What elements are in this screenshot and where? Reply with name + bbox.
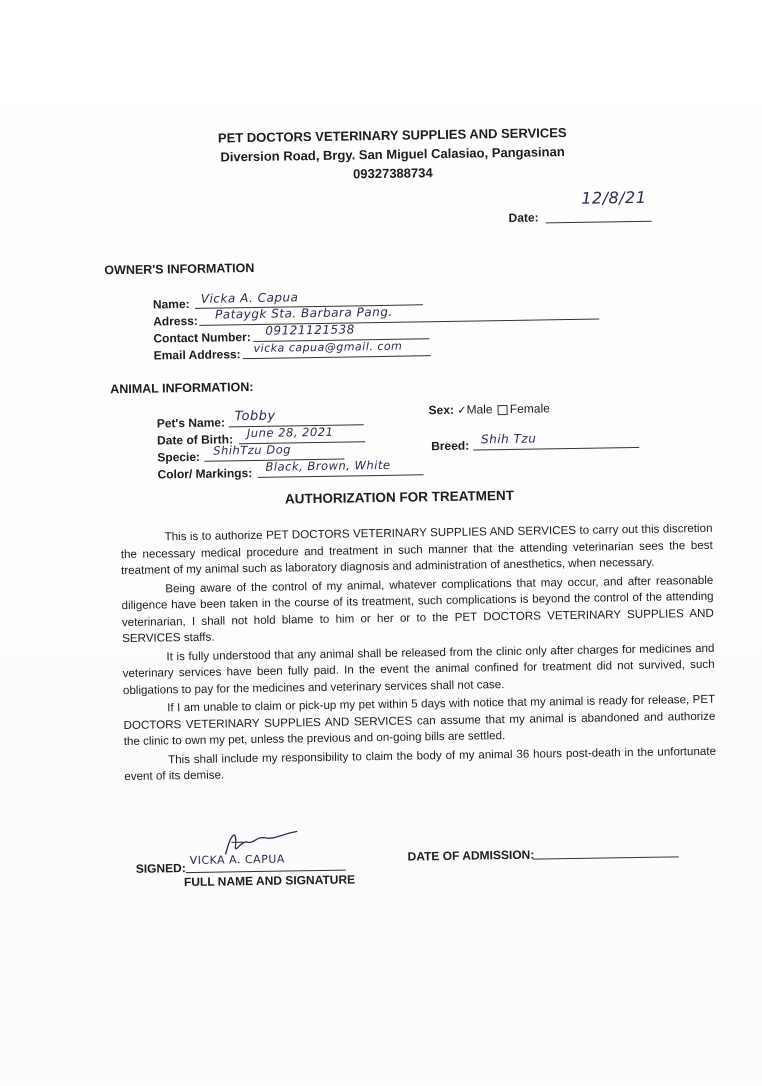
authorization-paragraph: This is to authorize PET DOCTORS VETERINARY SUPPLIES AND SERVICES to carry out this discretion the necessary medical procedure and treatment in such manner that the attending veterinarian sees the best treatment of my animal such as laboratory diagnosis and administration of anesthetics, when necessary.: [120, 521, 713, 578]
male-checkbox[interactable]: ✓: [457, 404, 467, 417]
date-label: Date:: [508, 210, 539, 225]
color-label: Color/ Markings:: [157, 466, 253, 482]
female-checkbox[interactable]: [498, 405, 508, 415]
female-option-label: Female: [509, 401, 550, 416]
breed-value: Shih Tzu: [480, 431, 537, 447]
sex-label: Sex:: [428, 402, 455, 418]
specie-value: ShihTzu Dog: [213, 442, 292, 458]
specie-label: Specie:: [157, 449, 201, 465]
signed-name-value: VICKA A. CAPUA: [189, 852, 285, 868]
owner-name-value: Vicka A. Capua: [200, 290, 299, 306]
color-value: Black, Brown, White: [265, 457, 391, 474]
contact-number-value: 09121121538: [265, 322, 355, 338]
authorization-title: AUTHORIZATION FOR TREATMENT: [284, 487, 515, 507]
pet-name-value: Tobby: [234, 408, 276, 425]
dob-label: Date of Birth:: [156, 432, 234, 448]
company-address: Diversion Road, Brgy. San Miguel Calasiao, Pangasinan: [220, 144, 565, 165]
male-option-label: Male: [466, 402, 493, 417]
admission-date-line: [532, 842, 678, 859]
pet-name-label: Pet's Name:: [156, 415, 226, 431]
authorization-paragraph: Being aware of the control of my animal, whatever complications that may occur, and after reasonable diligence have been taken in the course of its treatment, such complications is beyond the control of the attending veterinarian, I shall not hold blame to him or her or to the PET DOCTORS VETERINARY SUPPLIES AND SERVICES staffs.: [121, 573, 714, 646]
company-phone: 09327388734: [352, 165, 433, 182]
authorization-paragraph: It is fully understood that any animal shall be released from the clinic only after charges for medicines and veterinary services have been fully paid. In the event the animal confined for treatment did not survived, such obligations to pay for the medicines and veterinary services shall not case.: [122, 641, 715, 697]
date-line: [545, 207, 651, 224]
owner-name-label: Name:: [152, 296, 190, 312]
authorization-paragraph: This shall include my responsibility to claim the body of my animal 36 hours post-death in the unfortunate event of its demise.: [124, 744, 717, 784]
contact-number-label: Contact Number:: [153, 330, 251, 346]
owner-address-value: Pataygk Sta. Barbara Pang.: [214, 304, 393, 322]
animal-heading: ANIMAL INFORMATION:: [110, 379, 254, 397]
email-label: Email Address:: [153, 347, 241, 363]
dob-value: June 28, 2021: [246, 424, 334, 441]
signature-caption: FULL NAME AND SIGNATURE: [183, 872, 356, 890]
email-value: vicka capua@gmail. com: [253, 339, 403, 355]
breed-label: Breed:: [431, 438, 470, 454]
admission-date-label: DATE OF ADMISSION:: [407, 847, 535, 864]
handwritten-signature: [217, 823, 308, 860]
authorization-body: [120, 521, 716, 788]
date-value: 12/8/21: [581, 187, 647, 208]
signed-label: SIGNED:: [135, 861, 186, 876]
owner-heading: OWNER'S INFORMATION: [104, 260, 255, 278]
owner-address-label: Adress:: [153, 313, 198, 329]
company-name: PET DOCTORS VETERINARY SUPPLIES AND SERVICES: [217, 125, 567, 146]
sex-field: [428, 401, 550, 417]
authorization-paragraph: If I am unable to claim or pick-up my pet within 5 days with notice that my animal is ready for release, PET DOCTORS VETERINARY SUPPLIES AND SERVICES can assume that my animal is abandoned and authorize the clinic to own my pet, unless the previous and on-going bills are settled.: [123, 692, 716, 749]
